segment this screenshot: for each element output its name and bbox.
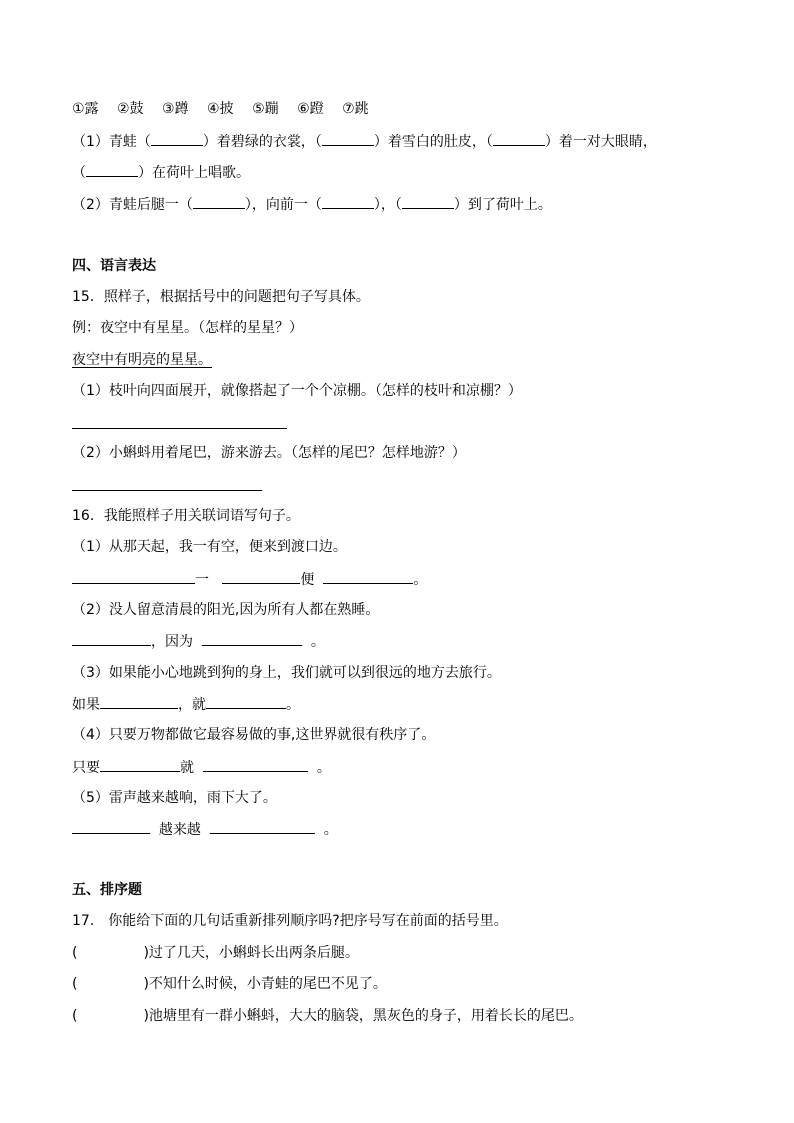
blank[interactable]	[210, 819, 315, 834]
blank[interactable]	[151, 131, 203, 146]
answer-16-5	[72, 819, 338, 840]
question-16-2: （2）没人留意清晨的阳光,因为所有人都在熟睡。	[72, 602, 380, 618]
option-6: ⑥蹬	[297, 101, 324, 117]
connector-word: 如果	[72, 697, 100, 713]
answer-line-15-1[interactable]	[72, 428, 287, 429]
connector-word: ，就	[178, 697, 206, 713]
word-options	[72, 99, 383, 119]
question-text: （1）青蛙（	[72, 134, 151, 150]
question-15-1: （1）枝叶向四面展开，就像搭起了一个个凉棚。（怎样的枝叶和凉棚？）	[72, 383, 522, 399]
blank[interactable]	[402, 194, 454, 209]
option-1: ①露	[72, 101, 99, 117]
connector-word: 一	[195, 572, 209, 588]
question-3-2	[72, 194, 552, 215]
connector-word: 只要	[72, 760, 100, 776]
question-3-1-line-2	[72, 162, 250, 183]
question-16: 16．我能照样子用关联词语写句子。	[72, 508, 300, 524]
bracket: (	[72, 976, 78, 992]
item-text: )过了几天，小蝌蚪长出两条后腿。	[143, 945, 359, 961]
blank[interactable]	[322, 131, 374, 146]
item-text: )不知什么时候，小青蛙的尾巴不见了。	[143, 976, 387, 992]
punctuation: 。	[286, 697, 300, 713]
blank[interactable]	[222, 569, 300, 584]
question-3-1-line-1	[72, 131, 657, 152]
punctuation: 。	[413, 572, 428, 588]
punctuation: 。	[310, 634, 325, 650]
connector-word: ，因为	[151, 634, 193, 650]
option-4: ④披	[207, 101, 234, 117]
question-text: ）着一对大眼睛，	[544, 134, 657, 150]
blank[interactable]	[72, 819, 150, 834]
section-5-title: 五、排序题	[72, 882, 142, 898]
ordering-item-2	[72, 974, 387, 994]
question-text: （2）青蛙后腿一（	[72, 197, 193, 213]
blank[interactable]	[493, 131, 545, 146]
ordering-item-3	[72, 1006, 583, 1026]
question-15-2: （2）小蝌蚪用着尾巴，游来游去。（怎样的尾巴？怎样地游？）	[72, 445, 466, 461]
question-text: ）在荷叶上唱歌。	[138, 165, 250, 181]
connector-word: 越来越	[158, 822, 201, 838]
ordering-item-1	[72, 943, 359, 963]
punctuation: 。	[323, 822, 338, 838]
punctuation: 。	[316, 760, 331, 776]
question-17: 17. 你能给下面的几句话重新排列顺序吗?把序号写在前面的括号里。	[72, 913, 508, 929]
item-text: )池塘里有一群小蝌蚪，大大的脑袋，黑灰色的身子，用着长长的尾巴。	[143, 1008, 583, 1024]
blank[interactable]	[206, 694, 286, 709]
answer-16-3	[72, 694, 300, 715]
option-7: ⑦跳	[342, 101, 369, 117]
example-answer: 夜空中有明亮的星星。	[72, 352, 212, 368]
connector-word: 就	[180, 760, 194, 776]
question-text: ）到了荷叶上。	[453, 197, 552, 213]
question-16-1: （1）从那天起，我一有空，便来到渡口边。	[72, 539, 347, 555]
question-text: （	[72, 165, 86, 181]
blank[interactable]	[322, 194, 374, 209]
question-16-5: （5）雷声越来越响，雨下大了。	[72, 790, 277, 806]
answer-16-1	[72, 569, 427, 590]
answer-16-4	[72, 757, 331, 778]
answer-line-15-2[interactable]	[72, 490, 262, 491]
option-3: ③蹲	[162, 101, 189, 117]
question-15: 15．照样子，根据括号中的问题把句子写具体。	[72, 289, 370, 305]
option-5: ⑤蹦	[252, 101, 279, 117]
connector-word: 便	[300, 572, 315, 588]
question-text: ），向前一（	[244, 197, 322, 213]
blank[interactable]	[86, 162, 138, 177]
question-16-3: （3）如果能小心地跳到狗的身上，我们就可以到很远的地方去旅行。	[72, 665, 501, 681]
question-16-4: （4）只要万物都做它最容易做的事,这世界就很有秩序了。	[72, 727, 436, 743]
blank[interactable]	[100, 757, 180, 772]
question-text: ）着碧绿的衣裳，（	[202, 134, 322, 150]
blank[interactable]	[323, 569, 413, 584]
blank[interactable]	[203, 757, 308, 772]
question-text: ）着雪白的肚皮，（	[373, 134, 493, 150]
blank[interactable]	[72, 631, 151, 646]
example-sentence: 例：夜空中有星星。（怎样的星星？）	[72, 320, 303, 336]
bracket: (	[72, 945, 78, 961]
section-4-title: 四、语言表达	[72, 258, 156, 274]
blank[interactable]	[193, 194, 245, 209]
answer-16-2	[72, 631, 325, 652]
bracket: (	[72, 1008, 78, 1024]
option-2: ②鼓	[117, 101, 144, 117]
blank[interactable]	[72, 569, 195, 584]
question-text: ），（	[373, 197, 402, 213]
blank[interactable]	[100, 694, 178, 709]
blank[interactable]	[202, 631, 302, 646]
